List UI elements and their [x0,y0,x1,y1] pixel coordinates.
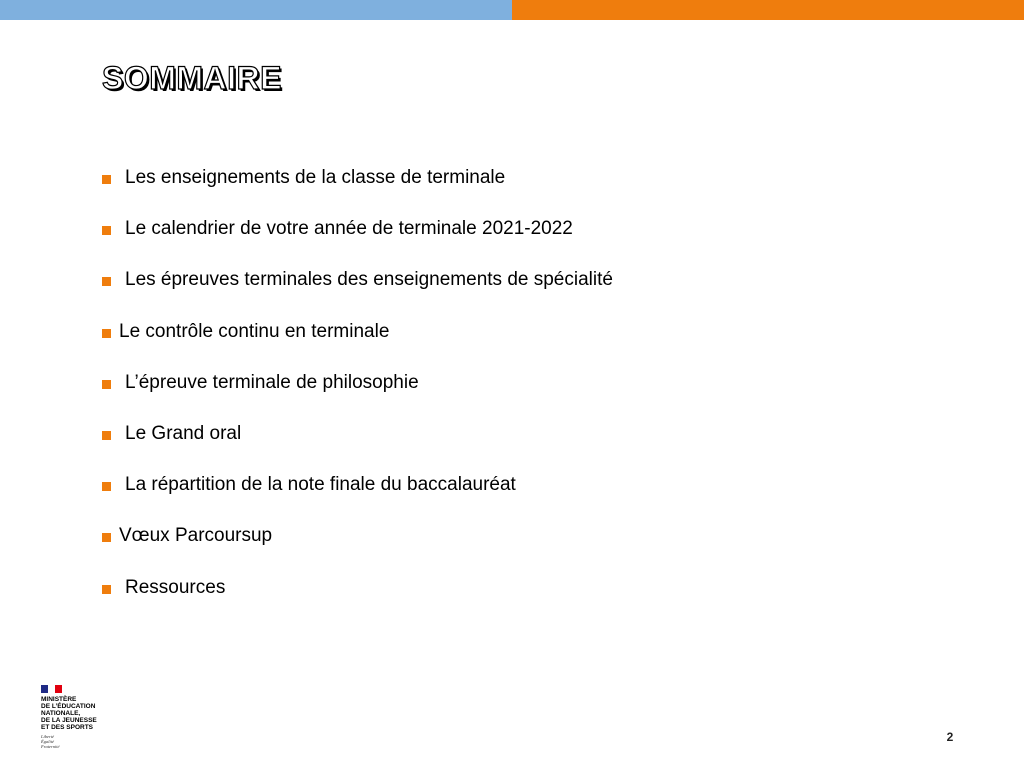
agenda-item-enseignements [100,163,613,214]
agenda-item-calendrier [100,214,613,265]
square-bullet-icon [102,277,111,286]
agenda-item-label: Le Grand oral [125,422,242,444]
republic-motto [41,734,131,749]
ministry-logo [41,685,131,749]
square-bullet-icon [102,175,111,184]
top-bar-blue [0,0,512,20]
motto-line: Égalité [41,739,54,744]
square-bullet-icon [102,226,111,235]
ministry-line: MINISTÈRE [41,696,77,703]
french-flag-icon [41,685,62,693]
agenda-item-label: Le calendrier de votre année de terminale 2021-2022 [125,218,573,240]
agenda-item-label: Ressources [125,576,226,598]
square-bullet-icon [102,482,111,491]
agenda-item-parcoursup [100,521,613,572]
ministry-line: ET DES SPORTS [41,724,94,731]
agenda-item-label: Les épreuves terminales des enseignements de spécialité [125,269,613,291]
agenda-item-label: Vœux Parcoursup [119,525,273,547]
ministry-line: NATIONALE, [41,710,81,717]
agenda-item-philosophie [100,368,613,419]
agenda-item-label: La répartition de la note finale du baccalauréat [125,474,516,496]
slide-title: SOMMAIRE [102,60,282,96]
agenda-item-label: Le contrôle continu en terminale [119,320,390,342]
motto-line: Fraternité [41,744,60,749]
square-bullet-icon [102,329,111,338]
ministry-line: DE LA JEUNESSE [41,717,97,724]
agenda-item-label: L’épreuve terminale de philosophie [125,371,419,393]
agenda-list [100,163,613,624]
agenda-item-grand-oral [100,419,613,470]
agenda-item-label: Les enseignements de la classe de terminale [125,167,506,188]
ministry-name [41,696,131,731]
square-bullet-icon [102,533,111,542]
agenda-item-controle-continu [100,317,613,368]
motto-line: Liberté [41,734,54,739]
ministry-line: DE L’ÉDUCATION [41,703,96,710]
agenda-item-epreuves-specialite [100,265,613,316]
page-number: 2 [946,730,954,744]
agenda-item-note-finale [100,470,613,521]
square-bullet-icon [102,431,111,440]
top-bar-orange [512,0,1024,20]
square-bullet-icon [102,585,111,594]
square-bullet-icon [102,380,111,389]
agenda-item-ressources [100,573,613,624]
